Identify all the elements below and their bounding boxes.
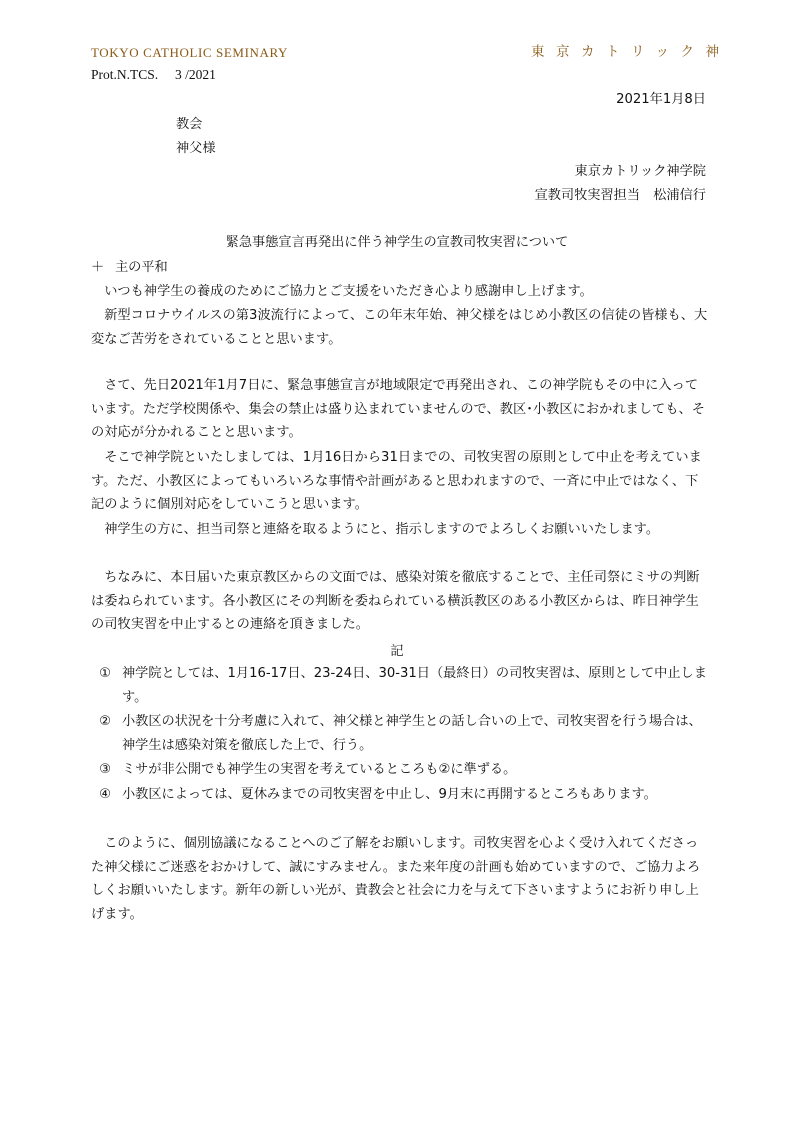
paragraph-covid: 新型コロナウイルスの第3波流行によって、この年末年始、神父様をはじめ小教区の信徒の皆様も、大変なご苦労をされていることと思います。 [91,308,708,347]
seminary-name-japanese: 東京カトリック神 [531,44,731,60]
cross-icon: ＋ [91,260,105,275]
paragraph-thanks: いつも神学生の養成のためにご協力とご支援をいただき心より感謝申し上げます。 [104,284,593,299]
list-item [91,758,711,782]
paragraph-emergency: さて、先日2021年1月7日に、緊急事態宣言が地域限定で再発出され、この神学院もその中に入っています。ただ学校関係や、集会の禁止は盛り込まれていませんので、教区･小教区におかれましても、その対応が分かれることと思います。 [91,378,705,440]
protocol-number: Prot.N.TCS. 3 /2021 [91,67,216,82]
paragraph-diocese: ちなみに、本日届いた東京教区からの文面では、感染対策を徹底することで、主任司祭にミサの判断は委ねられています。各小教区にその判断を委ねられている横浜教区のある小教区からは、昨日神学生の司牧実習を中止するとの連絡を頂きました。 [91,570,700,632]
item-number: ② [99,714,111,729]
item-number: ③ [99,762,111,777]
item-list [91,662,711,807]
letter-subject: 緊急事態宣言再発出に伴う神学生の宣教司牧実習について [225,235,569,250]
sender-name: 宣教司牧実習担当 松浦信行 [534,188,706,203]
item-number: ① [99,666,111,681]
addressee-priest: 神父様 [176,141,216,156]
item-text: 小教区の状況を十分考慮に入れて、神父様と神学生との話し合いの上で、司牧実習を行う場合は、神学生は感染対策を徹底した上で、行う。 [122,714,702,753]
letter-date: 2021年1月8日 [616,92,706,107]
seminary-name-english: TOKYO CATHOLIC SEMINARY [91,45,289,60]
addressee-church: 教会 [176,117,203,132]
ki-heading: 記 [390,644,404,659]
greeting-text: 主の平和 [115,260,168,275]
paragraph-instruction: 神学生の方に、担当司祭と連絡を取るようにと、指示しますのでよろしくお願いいたします。 [104,522,660,537]
item-text: 神学院としては、1月16-17日、23-24日、30-31日（最終日）の司牧実習は、原則として中止します。 [122,666,707,705]
sender-organization: 東京カトリック神学院 [574,164,706,179]
greeting [91,256,168,279]
paragraph-policy: そこで神学院といたしましては、1月16日から31日までの、司牧実習の原則として中止を考えています。ただ、小教区によってもいろいろな事情や計画があると思われますので、一斉に中止ではなく、下記のように個別対応をしていこうと思います。 [91,450,702,512]
list-item [91,783,711,807]
item-text: 小教区によっては、夏休みまでの司牧実習を中止し、9月末に再開するところもあります。 [122,786,657,802]
item-number: ④ [99,786,111,802]
list-item [91,710,711,757]
list-item [91,662,711,709]
paragraph-closing: このように、個別協議になることへのご了解をお願いします。司牧実習を心よく受け入れてくださった神父様にご迷惑をおかけして、誠にすみません。また来年度の計画も始めていますので、ご協力よろしくお願いいたします。新年の新しい光が、貴教会と社会に力を与えて下さいますようにお祈り申し上げます。 [91,836,701,922]
item-text: ミサが非公開でも神学生の実習を考えているところも②に準ずる。 [122,762,517,777]
